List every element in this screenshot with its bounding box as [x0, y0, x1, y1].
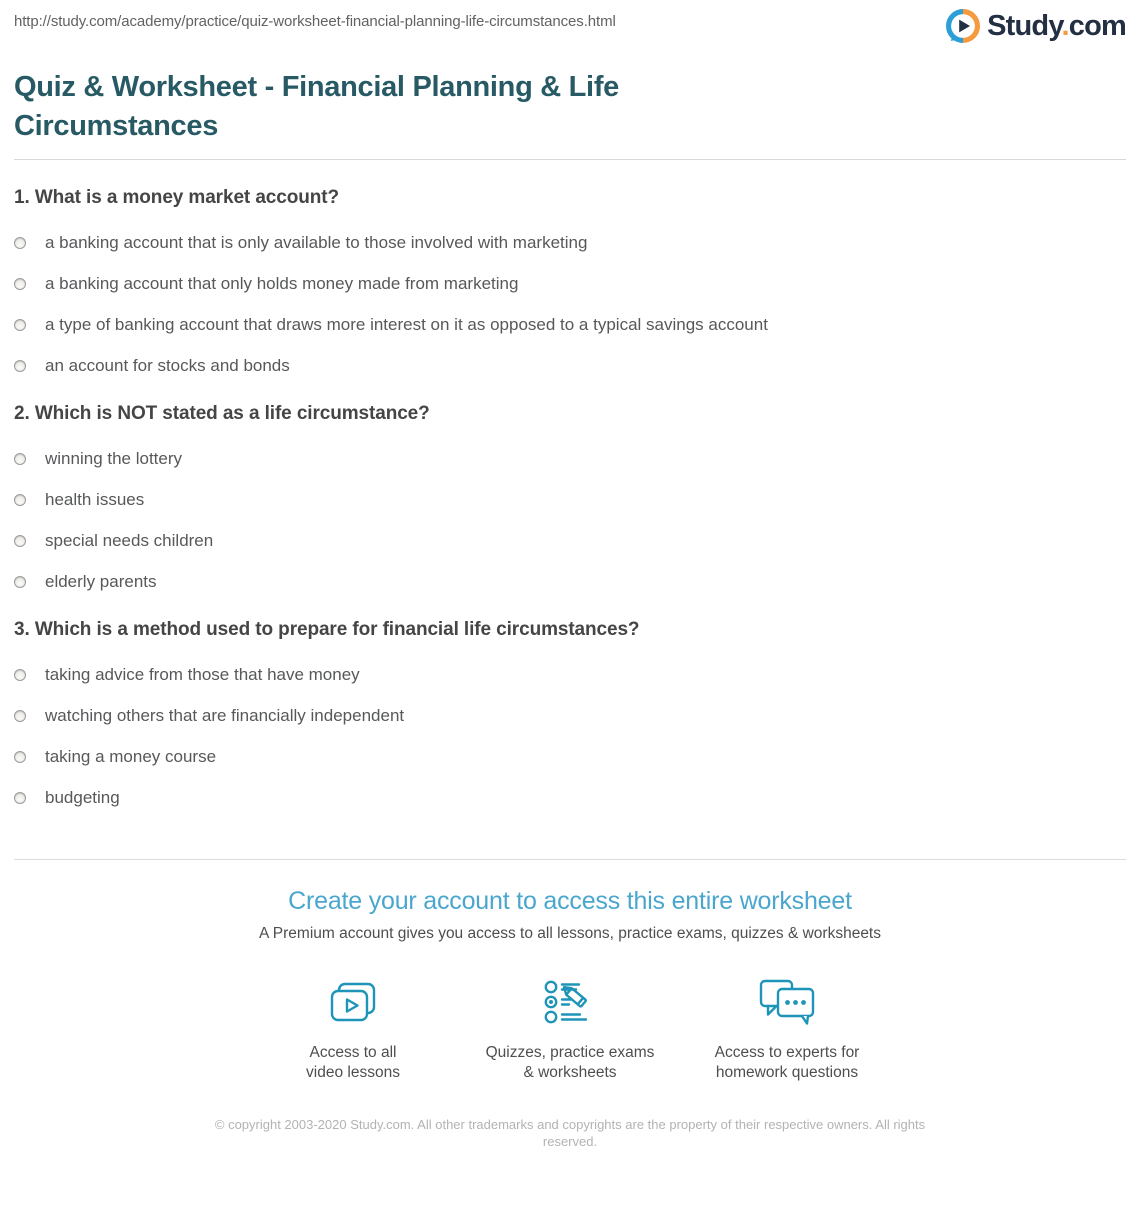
option-label: a type of banking account that draws more interest on it as opposed to a typical savings account	[45, 315, 768, 334]
feature-label: Quizzes, practice exams & worksheets	[485, 1044, 655, 1081]
brand-wordmark: Study.com	[987, 9, 1126, 42]
signup-heading-link[interactable]: Create your account to access this entire worksheet	[288, 887, 852, 915]
question-3-option-4[interactable]	[14, 788, 1126, 808]
page-title-line1: Quiz & Worksheet - Financial Planning & Life	[14, 71, 620, 103]
feature-homework-experts	[679, 976, 896, 1083]
question-2-label: 2. Which is NOT stated as a life circumstance?	[14, 403, 430, 424]
question-2-option-3[interactable]	[14, 531, 1126, 551]
page-url: http://study.com/academy/practice/quiz-worksheet-financial-planning-life-circumstances.html	[14, 13, 616, 30]
question-3-label: 3. Which is a method used to prepare for financial life circumstances?	[14, 619, 640, 640]
question-1-option-1[interactable]	[14, 233, 1126, 253]
page-title	[14, 68, 1126, 146]
quiz-questions	[14, 187, 1126, 837]
radio-button[interactable]	[14, 237, 26, 249]
question-3-option-3[interactable]	[14, 747, 1126, 767]
question-3-option-1[interactable]	[14, 665, 1126, 685]
option-label: watching others that are financially independent	[45, 706, 405, 725]
feature-label: Access to experts for homework questions	[714, 1044, 860, 1081]
quiz-worksheet-icon	[462, 976, 679, 1028]
radio-button[interactable]	[14, 278, 26, 290]
feature-label: Access to all video lessons	[306, 1044, 400, 1081]
feature-list	[14, 976, 1126, 1083]
page-header	[14, 0, 1126, 52]
option-label: health issues	[45, 490, 145, 509]
question-3	[14, 619, 1126, 808]
page-title-line2: Circumstances	[14, 110, 219, 142]
video-lessons-icon	[245, 976, 462, 1028]
radio-button[interactable]	[14, 751, 26, 763]
option-label: taking a money course	[45, 747, 217, 766]
feature-video-lessons	[245, 976, 462, 1083]
option-label: winning the lottery	[45, 449, 183, 468]
option-label: elderly parents	[45, 572, 157, 591]
radio-button[interactable]	[14, 360, 26, 372]
option-label: special needs children	[45, 531, 214, 550]
question-1-label: 1. What is a money market account?	[14, 187, 339, 208]
option-label: a banking account that only holds money made from marketing	[45, 274, 519, 293]
study-com-logo[interactable]	[946, 9, 1126, 43]
signup-subheading: A Premium account gives you access to all lessons, practice exams, quizzes & worksheets	[259, 925, 881, 942]
option-label: budgeting	[45, 788, 120, 807]
question-3-option-2[interactable]	[14, 706, 1126, 726]
question-2-option-2[interactable]	[14, 490, 1126, 510]
chat-experts-icon	[679, 976, 896, 1028]
question-2-option-1[interactable]	[14, 449, 1126, 469]
radio-button[interactable]	[14, 319, 26, 331]
radio-button[interactable]	[14, 494, 26, 506]
radio-button[interactable]	[14, 453, 26, 465]
option-label: taking advice from those that have money	[45, 665, 360, 684]
option-label: an account for stocks and bonds	[45, 356, 290, 375]
question-1	[14, 187, 1126, 376]
question-1-option-4[interactable]	[14, 356, 1126, 376]
signup-section	[14, 859, 1126, 1083]
feature-quizzes-worksheets	[462, 976, 679, 1083]
play-circle-icon	[946, 9, 980, 43]
radio-button[interactable]	[14, 535, 26, 547]
copyright-notice: © copyright 2003-2020 Study.com. All other trademarks and copyrights are the property of their respective owners. All rights reserved.	[214, 1117, 926, 1149]
question-1-option-2[interactable]	[14, 274, 1126, 294]
title-divider	[14, 159, 1126, 160]
radio-button[interactable]	[14, 792, 26, 804]
question-2-option-4[interactable]	[14, 572, 1126, 592]
radio-button[interactable]	[14, 669, 26, 681]
radio-button[interactable]	[14, 710, 26, 722]
question-1-option-3[interactable]	[14, 315, 1126, 335]
radio-button[interactable]	[14, 576, 26, 588]
option-label: a banking account that is only available to those involved with marketing	[45, 233, 588, 252]
question-2	[14, 403, 1126, 592]
